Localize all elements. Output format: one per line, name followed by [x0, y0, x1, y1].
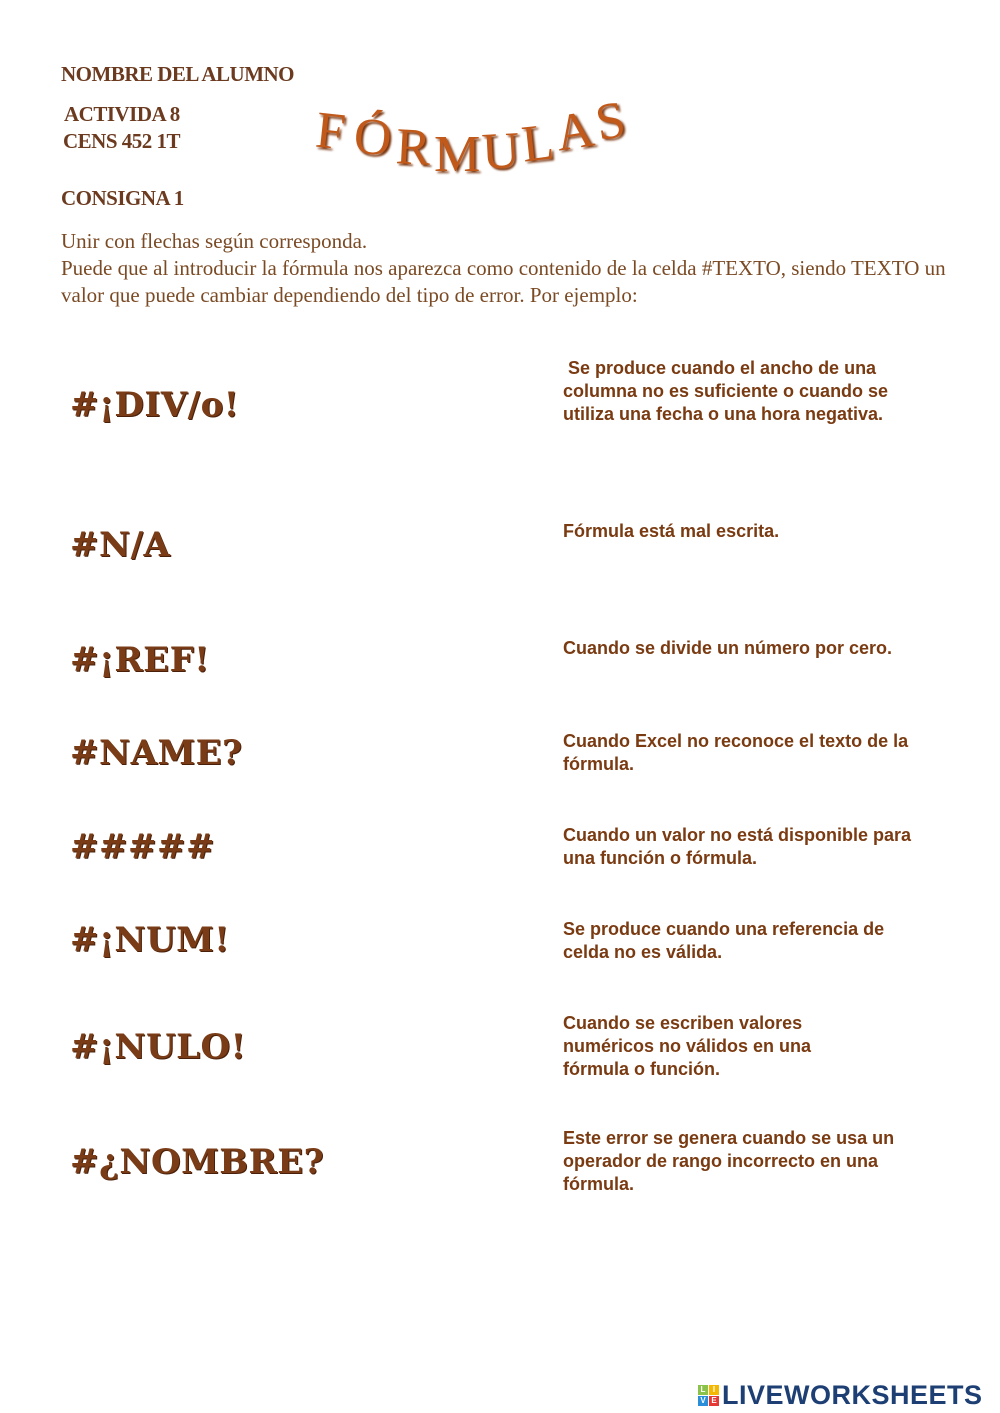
title-letter: U — [480, 122, 522, 181]
definition[interactable]: Cuando un valor no está disponible para una función o fórmula. — [563, 825, 912, 868]
instructions — [61, 228, 961, 309]
error-code[interactable]: #¡NUM! — [70, 920, 230, 960]
definition[interactable]: Fórmula está mal escrita. — [563, 521, 780, 541]
instruction-title: CONSIGNA 1 — [61, 186, 184, 210]
error-code[interactable]: #NAME? — [70, 733, 243, 773]
instruction-line: Puede que al introducir la fórmula nos aparezca como contenido de la celda #TEXTO, siendo TEXTO un valor que puede cambiar dependiendo del tipo de error. Por ejemplo: — [61, 256, 946, 307]
definition[interactable]: Cuando se escriben valores numéricos no válidos en una fórmula o función. — [563, 1013, 812, 1079]
definition[interactable]: Se produce cuando el ancho de una columna no es suficiente o cuando se utiliza una fecha o una hora negativa. — [563, 358, 894, 424]
page-title-wordart — [313, 90, 676, 200]
badge-letter: L — [698, 1385, 708, 1395]
error-code[interactable]: ##### — [70, 827, 215, 867]
error-code[interactable]: #N/A — [70, 525, 171, 565]
title-letter: A — [551, 100, 598, 163]
liveworksheets-logo — [698, 1380, 983, 1411]
instruction-line: Unir con flechas según corresponda. — [61, 229, 368, 253]
error-code[interactable]: #¡REF! — [70, 640, 210, 680]
error-code[interactable]: #¡DIV/o! — [70, 385, 240, 425]
title-letter: M — [434, 126, 481, 183]
badge-letter: I — [709, 1385, 719, 1395]
title-letter: S — [591, 90, 630, 153]
error-code[interactable]: #¿NOMBRE? — [70, 1142, 325, 1182]
activity-label: ACTIVIDA 8 — [64, 102, 180, 126]
definition[interactable]: Cuando Excel no reconoce el texto de la fórmula. — [563, 731, 909, 774]
definition[interactable]: Se produce cuando una referencia de celda no es válida. — [563, 919, 885, 962]
definition[interactable]: Cuando se divide un número por cero. — [563, 638, 893, 658]
error-code[interactable]: #¡NULO! — [70, 1027, 247, 1067]
course-label: CENS 452 1T — [63, 129, 181, 153]
logo-text: LIVEWORKSHEETS — [722, 1380, 983, 1410]
badge-letter: E — [709, 1396, 719, 1406]
live-badge-icon — [698, 1385, 719, 1406]
title-letter: F — [313, 101, 348, 162]
badge-letter: V — [698, 1396, 708, 1406]
definition[interactable]: Este error se genera cuando se usa un operador de rango incorrecto en una fórmula. — [563, 1128, 895, 1194]
student-name-label: NOMBRE DEL ALUMNO — [61, 62, 295, 86]
title-letter: L — [519, 113, 557, 174]
title-letter: Ó — [351, 107, 394, 168]
title-letter: R — [394, 118, 433, 177]
